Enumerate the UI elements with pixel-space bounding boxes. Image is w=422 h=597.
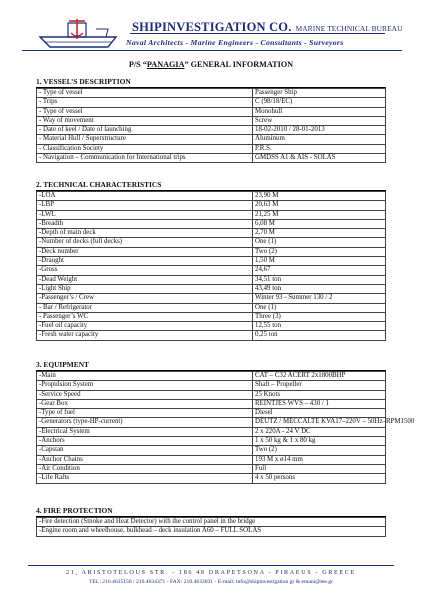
- table-row: [37, 154, 386, 163]
- row-label: -Dead Weight: [37, 275, 253, 284]
- table-row: [37, 126, 386, 135]
- table-row: [37, 247, 386, 256]
- row-label: - Passenger’s WC: [37, 312, 253, 321]
- row-value: Winter 93 - Summer 130 / 2: [253, 294, 386, 303]
- table-row: [37, 201, 386, 210]
- table-row: [37, 409, 386, 418]
- technical-characteristics-table: [36, 191, 386, 341]
- row-value: GMDSS A1 & AIS - SOLAS: [253, 154, 386, 163]
- table-row: [37, 390, 386, 399]
- row-value: 25 Knots: [253, 390, 386, 399]
- company-tagline: Naval Architects - Marine Engineers - Consultants - Surveyors: [126, 38, 344, 47]
- row-value: C (98/18/EC): [253, 98, 386, 107]
- title-prefix: P/S “: [128, 60, 147, 69]
- row-label: -Gear Box: [37, 399, 253, 408]
- row-value: Two (2): [253, 446, 386, 455]
- section-title: 4. FIRE PROTECTION: [36, 505, 386, 517]
- row-label: - Type of vessel: [37, 107, 253, 116]
- title-suffix: ” GENERAL INFORMATION: [184, 60, 294, 69]
- row-label: - Trips: [37, 98, 253, 107]
- table-row: [37, 303, 386, 312]
- row-label: - Bar / Refrigerator: [37, 303, 253, 312]
- row-value: 34,51 ton: [253, 275, 386, 284]
- row-label: -Electrical System: [37, 427, 253, 436]
- row-label: - Material Hull / Superstructure: [37, 135, 253, 144]
- section-vessel-description: [36, 76, 386, 163]
- row-label: -LBP: [37, 201, 253, 210]
- equipment-table: [36, 371, 415, 484]
- table-row: [37, 238, 386, 247]
- table-row: [37, 135, 386, 144]
- table-row: [37, 89, 386, 98]
- row-label: -Draught: [37, 257, 253, 266]
- row-text: -Fire detection (Smoke and Heat Detector) with the control panel in the bridge: [37, 518, 386, 527]
- row-value: 2,70 M: [253, 229, 386, 238]
- row-text: -Engine room and wheelhouse, bulkhead – deck insulation A60 – FULL SOLAS: [37, 527, 386, 536]
- section-fire-protection: [36, 505, 386, 537]
- company-bureau: MARINE TECHNICAL BUREAU: [295, 24, 403, 33]
- row-value: 23,90 M: [253, 192, 386, 201]
- row-label: -Air Condition: [37, 464, 253, 473]
- row-value: Three (3): [253, 312, 386, 321]
- row-value: Diesel: [253, 409, 386, 418]
- table-row: [37, 107, 386, 116]
- row-label: -Anchors: [37, 437, 253, 446]
- row-value: 0,25 ton: [253, 331, 386, 340]
- row-value: 1,50 M: [253, 257, 386, 266]
- row-label: -Anchor Chains: [37, 455, 253, 464]
- row-value: 21,25 M: [253, 210, 386, 219]
- row-label: -Deck number: [37, 247, 253, 256]
- row-value: 6,08 M: [253, 219, 386, 228]
- row-value: 43,49 ton: [253, 284, 386, 293]
- row-label: -Fresh water capacity: [37, 331, 253, 340]
- row-value: P.R.S.: [253, 144, 386, 153]
- footer-address: 21, ARISTOTELOUS STR. - 186 48 DRAPETSONA - PIRAEUS - GREECE: [66, 569, 356, 576]
- table-row: [37, 437, 386, 446]
- table-row: [37, 192, 386, 201]
- ship-anchor-logo-icon: [38, 17, 118, 51]
- row-label: -Passenger’s / Crew: [37, 294, 253, 303]
- row-label: -Life Rafts: [37, 474, 253, 483]
- table-row: [37, 322, 386, 331]
- table-row: [37, 116, 386, 125]
- table-row: [37, 518, 386, 527]
- row-label: - Date of keel / Date of launching: [37, 126, 253, 135]
- row-label: -Generators (type-HP-current): [37, 418, 253, 427]
- row-label: -Main: [37, 372, 253, 381]
- row-label: -Type of fuel: [37, 409, 253, 418]
- table-row: [37, 399, 386, 408]
- row-value: 193 M x ø14 mm: [253, 455, 386, 464]
- section-title: 1. VESSEL’S DESCRIPTION: [36, 76, 386, 88]
- table-row: [37, 257, 386, 266]
- row-value: One (1): [253, 238, 386, 247]
- row-value: Passenger Ship: [253, 89, 386, 98]
- header-rule: [130, 33, 385, 34]
- row-value: 4 x 50 persons: [253, 474, 386, 483]
- row-label: - Way of movement: [37, 116, 253, 125]
- table-row: [37, 474, 386, 483]
- row-label: -LOA: [37, 192, 253, 201]
- table-row: [37, 372, 386, 381]
- row-value: DEUTZ / MECCALTE KVA17–220V – 50Hz–RPM1500: [253, 418, 386, 427]
- row-label: -Fuel oil capacity: [37, 322, 253, 331]
- row-value: Screw: [253, 116, 386, 125]
- table-row: [37, 527, 386, 536]
- table-row: [37, 312, 386, 321]
- row-label: - Navigation – Communication for International trips: [37, 154, 253, 163]
- row-label: -Service Speed: [37, 390, 253, 399]
- table-row: [37, 446, 386, 455]
- table-row: [37, 455, 386, 464]
- row-value: REINTJES WVS – 430 / 1: [253, 399, 386, 408]
- table-row: [37, 427, 386, 436]
- row-value: 2 x 220A - 24 V DC: [253, 427, 386, 436]
- header-divider: [22, 50, 402, 51]
- footer-contacts: TEL: 210.4635150 / 210.4634371 - FAX: 210.4633031 - E-mail: info@shipinvestigation.gr & emani@tee.gr: [89, 579, 333, 585]
- row-value: Monohull: [253, 107, 386, 116]
- row-value: 1 x 50 kg & 1 x 80 kg: [253, 437, 386, 446]
- table-row: [37, 418, 386, 427]
- table-row: [37, 464, 386, 473]
- row-value: 18-02-2010 / 28-01-2013: [253, 126, 386, 135]
- ship-name: PANAGIA: [146, 60, 185, 69]
- section-title: 2. TECHNICAL CHARACTERISTICS: [36, 179, 386, 191]
- table-row: [37, 381, 386, 390]
- company-name: SHIPINVESTIGATION CO.: [132, 20, 292, 34]
- table-row: [37, 275, 386, 284]
- table-row: [37, 266, 386, 275]
- row-label: -Depth of main deck: [37, 229, 253, 238]
- section-equipment: [36, 359, 415, 484]
- row-label: -Propulsion System: [37, 381, 253, 390]
- row-label: - Type of vessel: [37, 89, 253, 98]
- row-value: 20,63 M: [253, 201, 386, 210]
- row-label: - Classification Society: [37, 144, 253, 153]
- row-value: 12,55 ton: [253, 322, 386, 331]
- table-row: [37, 144, 386, 153]
- table-row: [37, 284, 386, 293]
- page-title: [0, 60, 422, 69]
- table-row: [37, 98, 386, 107]
- row-value: One (1): [253, 303, 386, 312]
- row-value: Two (2): [253, 247, 386, 256]
- row-label: -Number of decks (full decks): [37, 238, 253, 247]
- section-title: 3. EQUIPMENT: [36, 359, 386, 371]
- table-row: [37, 229, 386, 238]
- row-label: -Gross: [37, 266, 253, 275]
- row-value: 24,67: [253, 266, 386, 275]
- fire-protection-table: [36, 517, 386, 537]
- row-label: -Breadth: [37, 219, 253, 228]
- row-label: -Capstan: [37, 446, 253, 455]
- footer-rule: [28, 565, 394, 566]
- row-label: -Light Ship: [37, 284, 253, 293]
- table-row: [37, 294, 386, 303]
- row-value: Aluminum: [253, 135, 386, 144]
- row-value: Shaft – Propeller: [253, 381, 386, 390]
- table-row: [37, 210, 386, 219]
- row-value: CAT – C32 ACERT 2x1800BHP: [253, 372, 386, 381]
- section-technical-characteristics: [36, 179, 386, 341]
- table-row: [37, 331, 386, 340]
- vessel-description-table: [36, 88, 386, 163]
- row-value: Full: [253, 464, 386, 473]
- row-label: -LWL: [37, 210, 253, 219]
- table-row: [37, 219, 386, 228]
